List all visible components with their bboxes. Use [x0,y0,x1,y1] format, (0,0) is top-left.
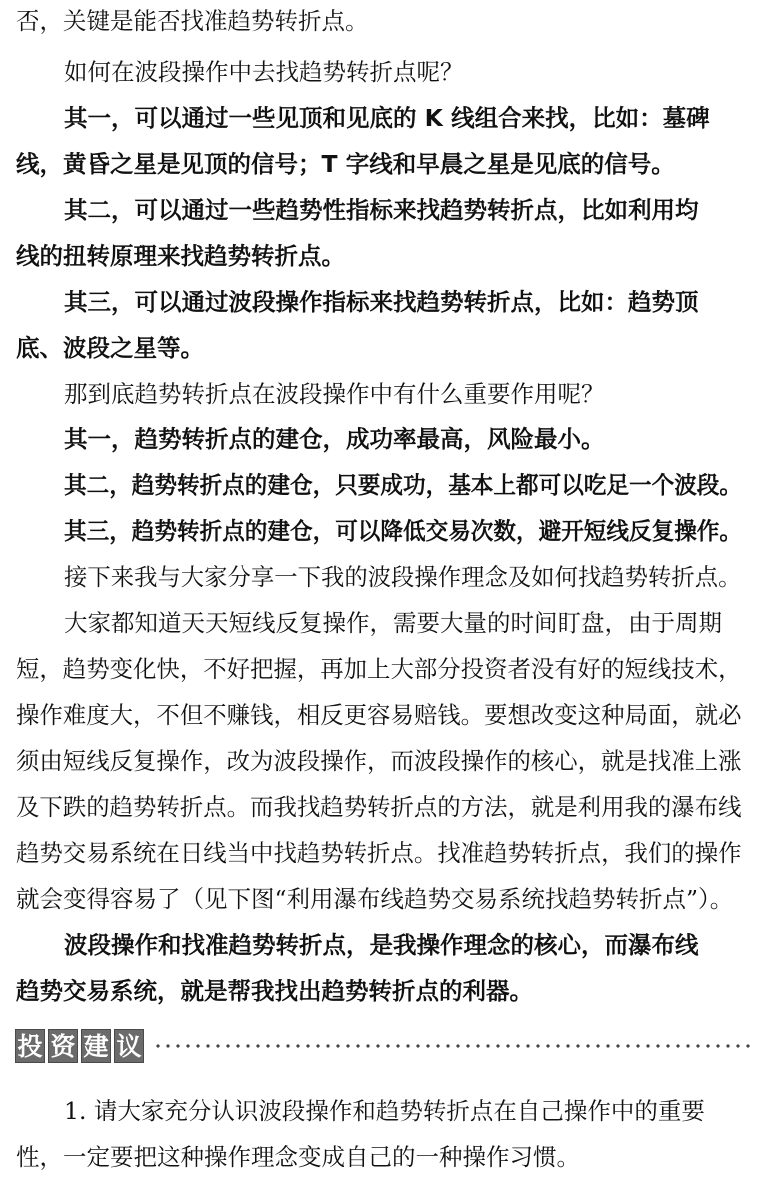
text-line-19: 趋势交易系统在日线当中找趋势转折点。找准趋势转折点，我们的操作 [16,839,742,867]
text-line-14: 大家都知道天天短线反复操作，需要大量的时间盯盘，由于周期 [64,609,722,637]
text-line-4: 线，黄昏之星是见顶的信号；T 字线和早晨之星是见底的信号。 [16,150,675,178]
text-line-12: 其三，趋势转折点的建仓，可以降低交易次数，避开短线反复操作。 [64,517,742,545]
text-line-9: 那到底趋势转折点在波段操作中有什么重要作用呢？ [64,380,605,408]
text-line-13: 接下来我与大家分享一下我的波段操作理念及如何找趋势转折点。 [64,563,742,591]
text-line-17: 须由短线反复操作，改为波段操作，而波段操作的核心，就是找准上涨 [16,747,742,775]
text-line-22: 趋势交易系统，就是帮我找出趋势转折点的利器。 [16,977,533,1005]
text-line-10: 其一，趋势转折点的建仓，成功率最高，风险最小。 [64,425,605,453]
text-line-2: 如何在波段操作中去找趋势转折点呢？ [64,58,464,86]
heading-char-box: 议 [114,1029,144,1063]
heading-char-box: 资 [48,1029,78,1063]
text-line-8: 底、波段之星等。 [16,334,204,362]
text-line-18: 及下跌的趋势转折点。而我找趋势转折点的方法，就是利用我的瀑布线 [16,793,742,821]
text-line-3: 其一，可以通过一些见顶和见底的 K 线组合来找，比如：墓碑 [64,104,710,132]
heading-char-box: 建 [81,1029,111,1063]
section-heading-investment-advice [15,1026,750,1066]
text-line-21: 波段操作和找准趋势转折点，是我操作理念的核心，而瀑布线 [64,931,699,959]
heading-char-box: 投 [15,1029,45,1063]
text-line-15: 短，趋势变化快，不好把握，再加上大部分投资者没有好的短线技术， [16,655,742,683]
advice-line-1: 1. 请大家充分认识波段操作和趋势转折点在自己操作中的重要 [64,1097,705,1125]
text-line-5: 其二，可以通过一些趋势性指标来找趋势转折点，比如利用均 [64,196,699,224]
text-line-20: 就会变得容易了（见下图“利用瀑布线趋势交易系统找趋势转折点”）。 [16,885,734,913]
text-line-16: 操作难度大，不但不赚钱，相反更容易赔钱。要想改变这种局面，就必 [16,701,742,729]
text-line-7: 其三，可以通过波段操作指标来找趋势转折点，比如：趋势顶 [64,288,699,316]
text-line-11: 其二，趋势转折点的建仓，只要成功，基本上都可以吃足一个波段。 [64,471,742,499]
text-line-6: 线的扭转原理来找趋势转折点。 [16,242,345,270]
advice-line-2: 性，一定要把这种操作理念变成自己的一种操作习惯。 [16,1143,580,1171]
heading-dotted-leader [153,1043,750,1049]
text-line-1: 否，关键是能否找准趋势转折点。 [16,7,369,35]
